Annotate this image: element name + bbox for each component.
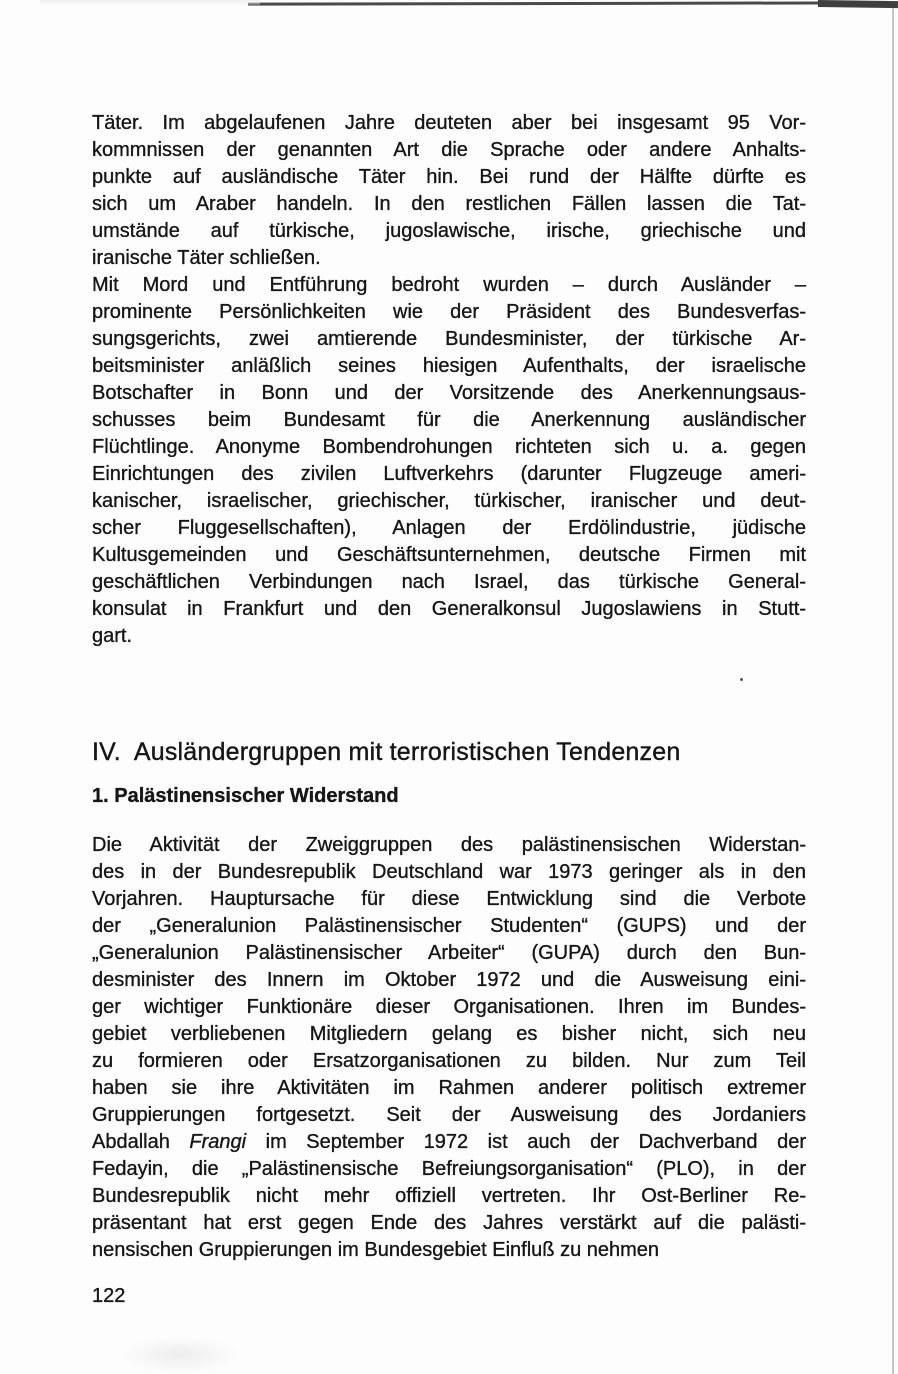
text-line: Täter. Im abgelaufenen Jahre deuteten aber bei insgesamt 95 Vor- (92, 112, 806, 134)
section-heading (92, 737, 806, 767)
text-line: kommnissen der genannten Art die Sprache oder andere Anhalts- (92, 139, 806, 161)
subsection-heading: 1. Palästinensischer Widerstand (92, 785, 399, 807)
text-line: gebiet verbliebenen Mitgliedern gelang es bisher nicht, sich neu (92, 1023, 806, 1045)
text-line: Fedayin, die „Palästinensische Befreiungsorganisation“ (PLO), in der (92, 1158, 806, 1180)
text-line: Abdallah Frangi im September 1972 ist auch der Dachverband der (92, 1131, 806, 1153)
section-heading-number: IV. (92, 738, 121, 766)
text-column (92, 110, 806, 1264)
text-line: geschäftlichen Verbindungen nach Israel, das türkische General- (92, 571, 806, 593)
text-line: prominente Persönlichkeiten wie der Präsident des Bundesverfas- (92, 301, 806, 323)
text-line: sich um Araber handeln. In den restlichen Fällen lassen die Tat- (92, 193, 806, 215)
text-line: iranische Täter schließen. (92, 247, 321, 269)
paragraph-palaestinensischer-widerstand (92, 832, 806, 1264)
text-line: nensischen Gruppierungen im Bundesgebiet Einfluß zu nehmen (92, 1239, 660, 1261)
text-line: umstände auf türkische, jugoslawische, irische, griechische und (92, 220, 806, 242)
text-line: Mit Mord und Entführung bedroht wurden – durch Ausländer – (92, 274, 806, 296)
scan-smudge-bottom-left (120, 1336, 240, 1374)
scan-edge-top-strip (248, 1, 860, 5)
text-line: zu formieren oder Ersatzorganisationen zu bilden. Nur zum Teil (92, 1050, 806, 1072)
page-number: 122 (92, 1285, 126, 1307)
scan-edge-right-line (892, 8, 894, 1374)
text-line: scher Fluggesellschaften), Anlagen der Erdölindustrie, jüdische (92, 517, 806, 539)
text-line: kanischer, israelischer, griechischer, türkischer, iranischer und deut- (92, 490, 806, 512)
text-line: präsentant hat erst gegen Ende des Jahres verstärkt auf die palästi- (92, 1212, 806, 1234)
text-line: sungsgerichts, zwei amtierende Bundesminister, der türkische Ar- (92, 328, 806, 350)
text-line: gart. (92, 625, 133, 647)
scan-edge-top-right-corner (818, 0, 898, 8)
text-line: schusses beim Bundesamt für die Anerkennung ausländischer (92, 409, 806, 431)
text-line: punkte auf ausländische Täter hin. Bei rund der Hälfte dürfte es (92, 166, 806, 188)
text-line: haben sie ihre Aktivitäten im Rahmen anderer politisch extremer (92, 1077, 806, 1099)
text-line: Einrichtungen des zivilen Luftverkehrs (darunter Flugzeuge ameri- (92, 463, 806, 485)
text-line: beitsminister anläßlich seines hiesigen Aufenthalts, der israelische (92, 355, 806, 377)
section-heading-title: Ausländergruppen mit terroristischen Tendenzen (133, 738, 681, 766)
text-line: Bundesrepublik nicht mehr offiziell vertreten. Ihr Ost-Berliner Re- (92, 1185, 806, 1207)
text-line: des in der Bundesrepublik Deutschland war 1973 geringer als in den (92, 861, 806, 883)
text-line: Die Aktivität der Zweiggruppen des palästinensischen Widerstan- (92, 834, 806, 856)
text-line: desminister des Innern im Oktober 1972 und die Ausweisung eini- (92, 969, 806, 991)
text-line: Kultusgemeinden und Geschäftsunternehmen, deutsche Firmen mit (92, 544, 806, 566)
text-line: konsulat in Frankfurt und den Generalkonsul Jugoslawiens in Stutt- (92, 598, 806, 620)
paragraph-auslaendische-taeter (92, 110, 806, 272)
text-line: Gruppierungen fortgesetzt. Seit der Ausweisung des Jordaniers (92, 1104, 806, 1126)
text-line: Flüchtlinge. Anonyme Bombendrohungen richteten sich u. a. gegen (92, 436, 806, 458)
scan-haze-top-left (40, 0, 260, 6)
text-line: der „Generalunion Palästinensischer Studenten“ (GUPS) und der (92, 915, 806, 937)
text-line: Botschafter in Bonn und der Vorsitzende des Anerkennungsaus- (92, 382, 806, 404)
paragraph-bedrohungen (92, 272, 806, 650)
text-line: Vorjahren. Hauptursache für diese Entwicklung sind die Verbote (92, 888, 806, 910)
text-line: ger wichtiger Funktionäre dieser Organisationen. Ihren im Bundes- (92, 996, 806, 1018)
text-line: „Generalunion Palästinensischer Arbeiter“ (GUPA) durch den Bun- (92, 942, 806, 964)
